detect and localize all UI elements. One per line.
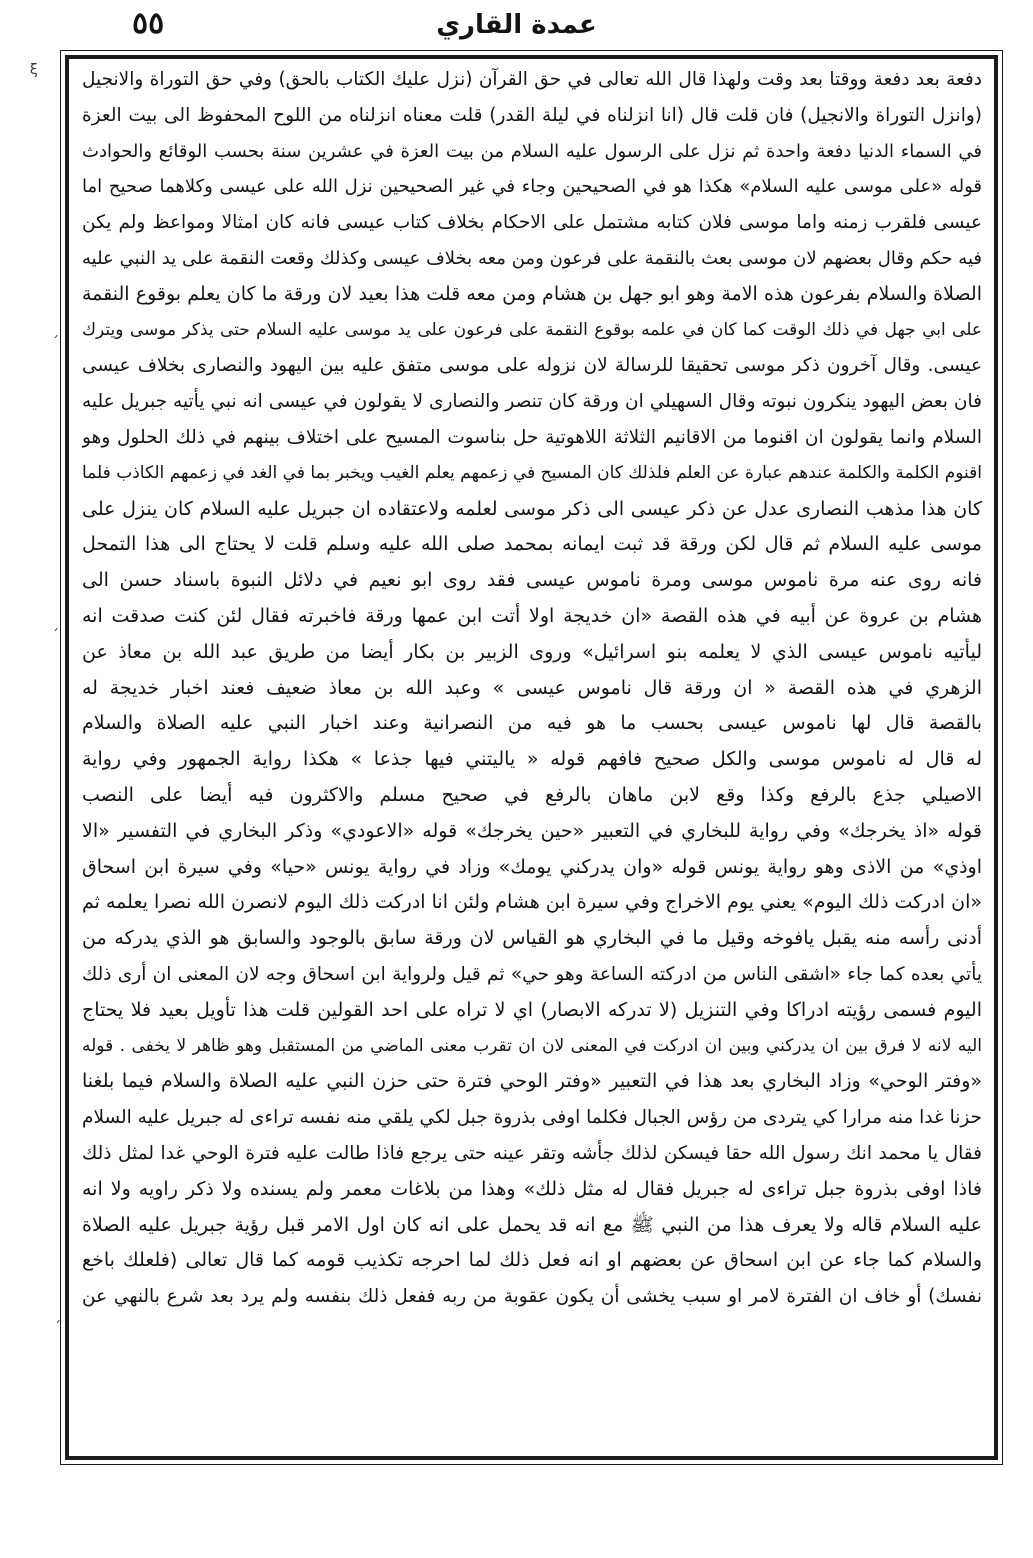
text-line: في السماء الدنيا دفعة واحدة ثم نزل على الرسول عليه السلام من بيت العزة في عشرين سنة بحسب الوقائع والحوادث [82,140,982,162]
text-line: «ان ادركت ذلك اليوم» يعني يوم الاخراج وفي سيرة ابن هشام ولئن انا ادركت ذلك اليوم لانصرن الله نصرا يعلمه ثم [82,891,982,914]
text-line: فقال يا محمد انك رسول الله حقا فيسكن لذلك جأشه وتقر عينه حتى يرجع فاذا طالت عليه فترة الوحي غدا لمثل ذلك [82,1142,982,1164]
text-line: عليه السلام قاله ولا يعرف هذا من النبي ﷺ مع انه قد يحمل على انه كان اول الامر قبل رؤية جبريل عليه الصلاة [82,1213,982,1236]
text-line: له قال له ناموس موسى والكل صحيح فافهم قوله « ياليتني فيها جذعا » هكذا رواية الجمهور وفي رواية [82,748,982,771]
text-line: السلام وانما يقولون ان اقنوما من الاقانيم الثلاثة اللاهوتية حل بناسوت المسيح على اختلاف بينهم في ذلك الحلول وهو [82,426,982,448]
text-line: حزنا غدا منه مرارا كي يتردى من رؤس الجبال فكلما اوفى بذروة جبل لكي يلقي منه نفسه تراءى له جبريل عليه السلام [82,1107,982,1129]
text-line: دفعة بعد دفعة ووقتا بعد وقت ولهذا قال الله تعالى في حق القرآن (نزل عليك الكتاب بالحق) وفي حق التوراة والانجيل [82,69,982,90]
text-line: بالقصة قال لها ناموس عيسى بحسب ما هو فيه من النصرانية وعند اخبار النبي عليه الصلاة والسلام [82,712,982,735]
text-line: فان بعض اليهود ينكرون نبوته وقال السهيلي ان ورقة كان تنصر والنصارى لا يقولون في عيسى انه نبي يأتيه جبريل عليه [82,391,982,413]
text-line: الزهري في هذه القصة « ان ورقة قال ناموس عيسى » وعبد الله بن معاذ ضعيف فعند اخبار خديجة له [82,676,982,699]
text-line: والسلام كما جاء عن ابن اسحاق عن بعضهم او انه فعل ذلك لما احرجه تكذيب قومه كما قال تعالى (فلعلك باخع [82,1249,982,1272]
text-line: (وانزل التوراة والانجيل) فان قلت قال (انا انزلناه في ليلة القدر) قلت معناه انزلناه من اللوح المحفوظ الى بيت العزة [82,104,982,126]
text-line: فيه حكم وقال بعضهم لان موسى بعث بالنقمة على فرعون ومن معه بخلاف عيسى وكذلك وقعت النقمة على يد النبي عليه [82,247,982,269]
margin-mark: ˊ [54,1320,61,1336]
text-line: فاذا اوفى بذروة جبل تراءى له جبريل فقال له مثل ذلك» وهذا من بلاغات معمر ولم يسنده ولا ذكر راويه ولا انه [82,1177,982,1200]
text-line: على ابي جهل في ذلك الوقت كما كان في علمه بوقوع النقمة على فرعون على يد موسى عليه السلام حتى يذكر موسى ويترك [82,319,982,340]
text-line: قوله «اذ يخرجك» وفي رواية للبخاري في التعبير «حين يخرجك» قوله «الاعودي» وذكر البخاري في التفسير «الا [82,819,982,842]
text-line: نفسك) أو خاف ان الفترة لامر او سبب يخشى أن يكون عقوبة من ربه ففعل ذلك بنفسه ولم يرد بعد شرع بالنهي عن [82,1286,982,1308]
text-line: اوذي» من الاذى وهو رواية يونس قوله «وان يدركني يومك» وزاد في رواية يونس «حيا» وفي سيرة ابن اسحاق [82,855,982,878]
text-line: أدنى رأسه منه يقبل يافوخه وقيل ما في البخاري هو القياس لان ورقة سابق بالوجود والسابق هو الذي يدركه من [82,927,982,950]
margin-mark: ˊ [52,628,59,644]
text-line: الصلاة والسلام بفرعون هذه الامة وهو ابو جهل بن هشام ومن معه قلت هذا بعيد لان ورقة ما كان يعلم بوقوع النقمة [82,282,982,305]
margin-mark: ξ [30,62,38,78]
text-line: اليه لانه لا فرق بين ان يدركني وبين ان ادركت في المعنى لان ان تقرب معنى الماضي من المستقبل وهو ظاهر لا يخفى . قوله [82,1035,982,1056]
page-number: ٥٥ [132,6,165,41]
body-text [82,62,982,1457]
text-line: عيسى. وقال آخرون ذكر موسى تحقيقا للرسالة لان نزوله على موسى متفق عليه بين اليهود والنصارى بخلاف عيسى [82,355,982,377]
text-line: عيسى فلقرب زمنه واما موسى فلان كتابه مشتمل على الاحكام بخلاف كتاب عيسى فانه كان امثالا ومواعظ ولم يكن [82,212,982,234]
text-line: قوله «على موسى عليه السلام» هكذا هو في الصحيحين وجاء في غير الصحيحين نزل الله على عيسى وكلاهما صحيح اما [82,176,982,198]
text-line: «وفتر الوحي» وزاد البخاري بعد هذا في التعبير «وفتر الوحي فترة حتى حزن النبي عليه الصلاة والسلام فيما بلغنا [82,1070,982,1093]
text-line: ليأتيه ناموس عيسى الذي لا يعلمه بنو اسرائيل» وروى الزبير بن بكار أيضا من طريق عبد الله بن معاذ عن [82,640,982,663]
margin-mark: ˊ [52,335,59,351]
text-line: يأتي بعده كما جاء «اشقى الناس من ادركته الساعة وهو حي» ثم قيل ولرواية ابن اسحاق وجه لان المعنى ان أرى ذلك [82,963,982,985]
text-line: اليوم فسمى رؤيته ادراكا وفي التنزيل (لا تدركه الابصار) اي لا تراه على احد القولين قلت هذا تأويل بعيد فلا يحتاج [82,998,982,1021]
running-title: عمدة القاري [436,10,597,40]
text-line: الاصيلي جذع بالرفع وكذا وقع لابن ماهان بالرفع في صحيح مسلم والاكثرون فيه أيضا على النصب [82,783,982,806]
text-line: موسى عليه السلام ثم قال لكن ورقة قد ثبت ايمانه بمحمد صلى الله عليه وسلم قلت لا يحتاج الى هذا التمحل [82,533,982,556]
text-line: اقنوم الكلمة والكلمة عندهم عبارة عن العلم فلذلك كان المسيح في زعمهم يعلم الغيب ويخبر بما في الغد في زعمهم الكاذب فلما [82,462,982,483]
text-line: هشام بن عروة عن أبيه في هذه القصة «ان خديجة اولا أتت ابن عمها ورقة فاخبرته فقال لئن كنت صدقت انه [82,604,982,627]
text-line: كان هذا مذهب النصارى عدل عن ذكر عيسى الى ذكر موسى لعلمه ولاعتقاده ان جبريل عليه السلام كان ينزل على [82,497,982,520]
text-line: فانه روى عنه مرة ناموس موسى ومرة ناموس عيسى فقد روى ابو نعيم في دلائل النبوة باسناد حسن الى [82,569,982,592]
